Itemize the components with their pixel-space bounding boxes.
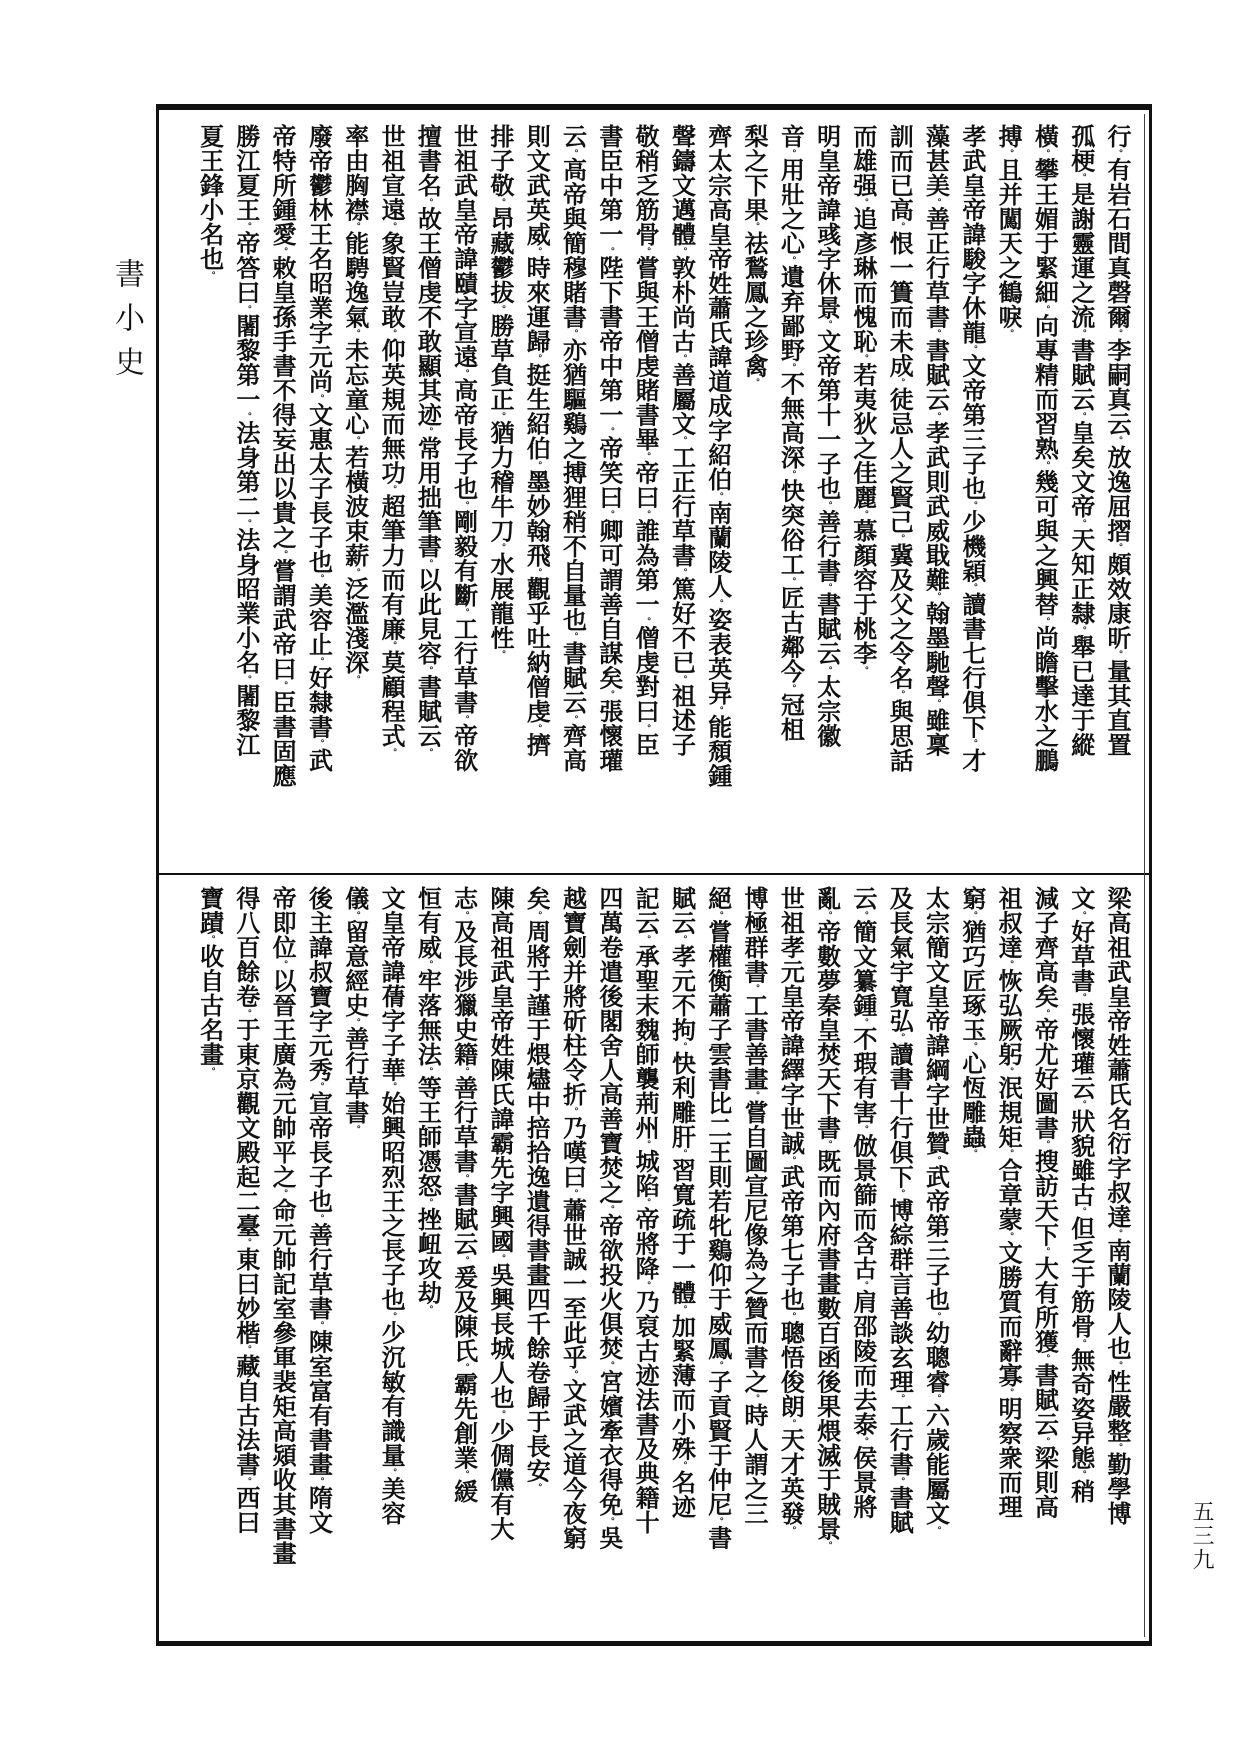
- text-column: 寶蹟。收自古名畫。: [195, 886, 225, 1076]
- text-column: 而雄强。追彥琳而愧恥。若夷狄之佳麗。慕顏容于桃李。: [848, 124, 878, 675]
- text-column: 藻甚美。善正行草書。書賦云。孝武則武威戢難。翰墨馳聲。雖稟: [921, 124, 951, 757]
- text-column: 矣。周將于謹于煨燼中掊拾逸遺得書畫四千餘卷歸于長安。: [522, 886, 552, 1492]
- text-column: 率由胸襟。能騁逸氣。未忘童心。若橫波束薪。泛濫淺深。: [340, 124, 370, 684]
- text-column: 博極群書。工書善畫。嘗自圖宣尼像為之贊而書之。時人謂之三: [740, 886, 770, 1526]
- text-column: 聲鑄文邁體。敦朴尚古。善屬文。工正行草書。篤好不已。祖述子: [667, 124, 697, 757]
- text-frame: [156, 104, 1152, 1646]
- text-column: 帝即位。以晉王廣為元帥平之。命元帥記室參軍裴矩高熲收其書畫: [268, 886, 298, 1566]
- text-column: 帝特所鍾愛。敕皇孫手書不得妄出以貴之。嘗謂武帝曰。臣書固應: [268, 124, 298, 788]
- text-column: 孝武皇帝諱駿字休龍。文帝第三子也。少機穎。讀書七行俱下。才: [957, 124, 987, 773]
- text-column: 世祖武皇帝諱賾字宣遠。高帝長子也。剛毅有斷。工行草書。帝欲: [449, 124, 479, 773]
- text-column: 世祖宣遠。象賢豈敢。仰英規而無功。超筆力而有廉。莫顧程式。: [377, 124, 407, 757]
- text-column: 訓而已高。恨一簣而未成。徒忌人之賢己。冀及父之令名。與思話: [885, 124, 915, 773]
- margin-book-title: 書小史: [109, 258, 144, 390]
- text-column: 文。好草書。張懷瓘云。狀貌雖古。但乏于筋骨。無奇姿异態。稍: [1066, 886, 1096, 1504]
- text-column: 陳高祖武皇帝姓陳氏諱霸先字興國。吳興長城人也。少倜儻有大: [485, 886, 515, 1541]
- text-column: 梨之下果。祛鶖鳳之珍禽。: [740, 124, 770, 387]
- text-column: 孤梗。是謝靈運之流。書賦云。皇矣文帝。天知正隸。舉已達于縱: [1066, 124, 1096, 757]
- text-column: 賦云。孝元不拘。快利雕肝。習寬疏于一體。加緊薄而小殊。名迹: [667, 886, 697, 1519]
- text-column: 敬稍乏筋骨。嘗與王僧虔賭書畢。帝曰。誰為第一。僧虔對曰。臣: [631, 124, 661, 757]
- text-column: 明皇帝諱彧字休景。文帝第十一子也。善行書。書賦云。太宗徽: [812, 124, 842, 748]
- text-column: 云。簡文纂鍾。不瑕有害。倣景篩而含古。肩邵陵而去泰。侯景將: [848, 886, 878, 1519]
- lower-text-block: [159, 886, 1149, 1626]
- text-column: 行。有岩石間真磬爾。李嗣真云。放逸屈摺。頗效康昕。量其直置: [1103, 124, 1132, 757]
- text-column: 音。用壯之心。遺弃鄙野。不無高深。快突俗工。匠古鄰今。冠柤: [776, 124, 806, 742]
- text-column: 四萬卷遣後閣舍人高善寶焚之。帝欲投火俱焚。宮嬪牽衣得免。吳: [594, 886, 624, 1550]
- text-column: 窮。猶巧匠琢玉。心恆雕蟲。: [957, 886, 987, 1158]
- text-column: 搏。且并闖天之鶴唳。: [994, 124, 1024, 338]
- text-column: 亂。帝數夢秦皇焚天下書。既而內府書畫數百函後果煨滅于賊景。: [812, 886, 842, 1550]
- text-column: 擅書名。故王僧虔不敢顯其迹。常用拙筆書。以此見容。書賦云。: [413, 124, 443, 757]
- text-column: 云。高帝與簡穆賭書。亦猶驅鷄之搏狸稍不自量也。書賦云。齊高: [558, 124, 588, 773]
- text-column: 絕。嘗權衡蕭子雲書比二王則若牝鷄仰于威鳳。子貢賢于仲尼。書: [703, 886, 733, 1550]
- text-column: 越寶劍并將斫柱令折。乃嘆曰。蕭世誠一至此乎。文武之道今夜窮: [558, 886, 588, 1550]
- text-column: 勝江夏王。帝答曰。闍黎第一。法身第二。法身昭業小名。闍黎江: [231, 124, 261, 757]
- text-column: 儀。留意經史。善行草書。: [340, 886, 370, 1134]
- text-column: 文皇帝諱蒨字子華。始興昭烈王之長子也。少沉敏有識量。美容: [377, 886, 407, 1526]
- text-column: 夏王鋒小名也。: [195, 124, 225, 280]
- text-column: 書臣中第一。陛下書帝中第一。帝笑曰。卿可謂善自謀矣。張懷瓘: [594, 124, 624, 773]
- text-column: 橫。攀王媚于緊細。向專精而習熟。幾可與之興替。尚瞻擊水之鵬: [1030, 124, 1060, 773]
- text-column: 排子敬。昂藏鬱拔。勝草負正。猶力稽牛刀。水展龍性。: [485, 124, 515, 659]
- text-column: 則文武英威。時來運歸。挺生紹伯。墨妙翰飛。觀乎吐納僧虔。擠: [522, 124, 552, 757]
- upper-text-block: [159, 124, 1149, 864]
- text-column: 廢帝鬱林王名昭業字元尚。文惠太子長子也。美容止。好隸書。武: [304, 124, 334, 773]
- text-column: 記云。承聖末魏師襲荊州。城陷。帝將降。乃裒古迹法書及典籍十: [631, 886, 661, 1535]
- text-column: 得八百餘卷。于東京觀文殿起二臺。東曰妙楷。藏自古法書。西曰: [231, 886, 261, 1535]
- text-column: 齊太宗高皇帝姓蕭氏諱道成字紹伯。南蘭陵人。姿表英异。能頹鍾: [703, 124, 733, 788]
- text-column: 及長氣宇寬弘。讀書十行俱下。博綜群言善談玄理。工行書。書賦: [885, 886, 915, 1535]
- text-column: 梁高祖武皇帝姓蕭氏名衍字叔達。南蘭陵人也。性嚴整。勤學博: [1103, 886, 1132, 1526]
- text-column: 祖叔達。恢弘厥躬。泯規矩。合章蒙。文勝質而辭寡。明察衆而理: [994, 886, 1024, 1519]
- text-column: 志。及長涉獵史籍。善行草書。書賦云。爰及陳氏。霸先創業。緩: [449, 886, 479, 1504]
- page-number: 五三九: [1189, 1500, 1214, 1572]
- text-column: 減子齊高矣。帝尤好圖書。搜訪天下。大有所獲。書賦云。梁則高: [1030, 886, 1060, 1519]
- text-column: 後主諱叔寶字元秀。宣帝長子也。善行草書。陳室富有書畫。隋文: [304, 886, 334, 1535]
- text-column: 太宗簡文皇帝諱綱字世贊。武帝第三子也。幼聰睿。六歲能屬文。: [921, 886, 951, 1535]
- section-divider: [159, 873, 1149, 875]
- text-column: 恒有威。牢落無法。等王師憑怒。挫衄攻劫。: [413, 886, 443, 1314]
- text-column: 世祖孝元皇帝諱繹字世誠。武帝第七子也。聰悟俊朗。天才英發。: [776, 886, 806, 1535]
